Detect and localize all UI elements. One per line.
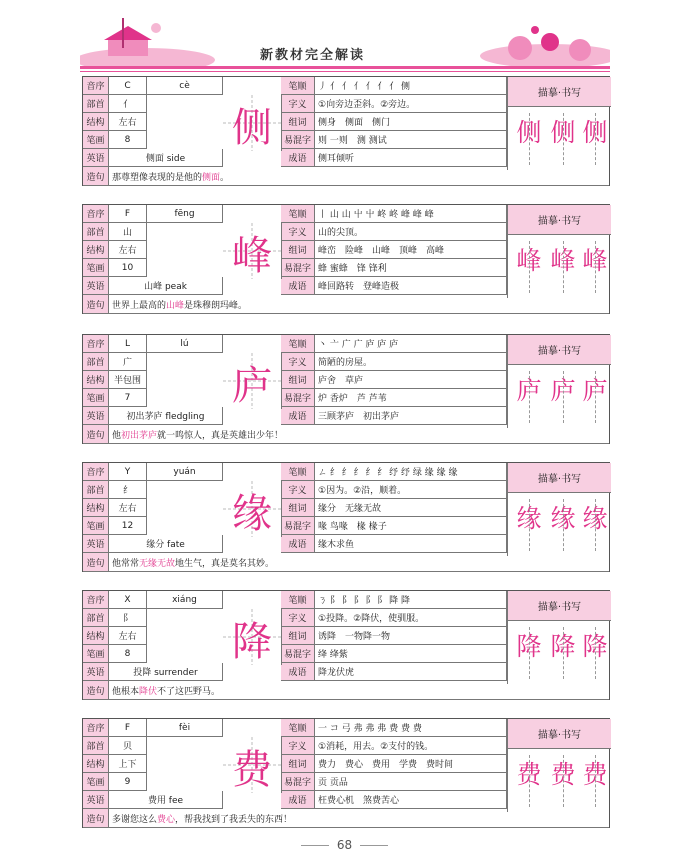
words-value: 费力 费心 费用 学费 费时间 (315, 755, 507, 773)
label-ziyi: 字义 (281, 223, 315, 241)
practice-char: 降 (516, 632, 542, 661)
big-character: 降 (232, 618, 272, 665)
strokes-value: 8 (109, 645, 147, 663)
pinyin-value: fēng (147, 205, 223, 223)
label-yinxu: 音序 (83, 77, 109, 95)
stroke-order-value: 丿 亻 亻 亻 亻 亻 亻 侧 (315, 77, 507, 95)
sentence-highlight: 侧面 (202, 172, 221, 183)
confusable-value: 贡 贡品 (315, 773, 507, 791)
label-yingyu: 英语 (83, 149, 109, 167)
letter-value: F (109, 719, 147, 737)
practice-guide-line (595, 499, 596, 551)
practice-guide-line (595, 241, 596, 293)
idiom-value: 峰回路转 登峰造极 (315, 277, 507, 295)
label-ziyi: 字义 (281, 353, 315, 371)
label-jiegou: 结构 (83, 755, 109, 773)
strokes-value: 12 (109, 517, 147, 535)
label-zuci: 组词 (281, 755, 315, 773)
label-yingyu: 英语 (83, 535, 109, 553)
label-bushou: 部首 (83, 481, 109, 499)
practice-char: 缘 (582, 504, 608, 533)
english-value: 缘分 fate (109, 535, 223, 553)
confusable-value: 则 一则 测 测试 (315, 131, 507, 149)
label-yicuozi: 易混字 (281, 259, 315, 277)
practice-guide-line (595, 113, 596, 165)
header-rule (80, 66, 610, 69)
big-character: 峰 (232, 232, 272, 279)
idiom-value: 枉费心机 煞费苦心 (315, 791, 507, 809)
label-zaoju: 造句 (83, 553, 109, 572)
words-value: 侧身 侧面 侧门 (315, 113, 507, 131)
big-character: 侧 (232, 104, 272, 151)
practice-header: 描摹·书写 (507, 335, 611, 365)
pinyin-value: fèi (147, 719, 223, 737)
label-yinxu: 音序 (83, 335, 109, 353)
label-yingyu: 英语 (83, 791, 109, 809)
sentence-text-end: 地生气，真是莫名其妙。 (175, 558, 275, 569)
words-value: 诱降 一物降一物 (315, 627, 507, 645)
practice-guide-line (563, 627, 564, 679)
label-bihua: 笔画 (83, 645, 109, 663)
label-yicuozi: 易混字 (281, 131, 315, 149)
sentence-text-end: 就一鸣惊人，真是英雄出少年！ (157, 430, 284, 441)
char-card (82, 334, 610, 444)
practice-guide-line (529, 627, 530, 679)
practice-area (507, 749, 611, 812)
letter-value: X (109, 591, 147, 609)
meaning-value: ①向旁边歪斜。②旁边。 (315, 95, 507, 113)
label-bishun: 笔顺 (281, 335, 315, 353)
practice-area (507, 621, 611, 684)
practice-header: 描摹·书写 (507, 205, 611, 235)
practice-guide-line (595, 627, 596, 679)
label-ziyi: 字义 (281, 481, 315, 499)
radical-value: 山 (109, 223, 147, 241)
practice-char: 峰 (516, 246, 542, 275)
confusable-value: 绛 绛紫 (315, 645, 507, 663)
practice-char: 降 (550, 632, 576, 661)
label-bihua: 笔画 (83, 259, 109, 277)
practice-char: 费 (582, 760, 608, 789)
big-character: 费 (232, 746, 272, 793)
label-zuci: 组词 (281, 241, 315, 259)
label-zaoju: 造句 (83, 425, 109, 444)
idiom-value: 缘木求鱼 (315, 535, 507, 553)
stroke-order-value: 一 コ 弓 弗 弗 弗 费 费 费 (315, 719, 507, 737)
label-bishun: 笔顺 (281, 719, 315, 737)
strokes-value: 7 (109, 389, 147, 407)
stroke-order-value: ㄥ 纟 纟 纟 纟 纟 纾 纾 绿 缘 缘 缘 (315, 463, 507, 481)
label-ziyi: 字义 (281, 609, 315, 627)
practice-header: 描摹·书写 (507, 77, 611, 107)
label-ziyi: 字义 (281, 737, 315, 755)
label-zuci: 组词 (281, 627, 315, 645)
practice-char: 侧 (550, 118, 576, 147)
label-zuci: 组词 (281, 499, 315, 517)
radical-value: 广 (109, 353, 147, 371)
label-bushou: 部首 (83, 223, 109, 241)
stroke-order-value: 丶 亠 广 广 庐 庐 庐 (315, 335, 507, 353)
label-ziyi: 字义 (281, 95, 315, 113)
label-bihua: 笔画 (83, 131, 109, 149)
label-zaoju: 造句 (83, 681, 109, 700)
label-yinxu: 音序 (83, 463, 109, 481)
label-yicuozi: 易混字 (281, 645, 315, 663)
practice-char: 庐 (582, 376, 608, 405)
structure-value: 左右 (109, 113, 147, 131)
label-yinxu: 音序 (83, 591, 109, 609)
radical-value: 贝 (109, 737, 147, 755)
structure-value: 上下 (109, 755, 147, 773)
practice-area (507, 365, 611, 428)
practice-guide-line (529, 755, 530, 807)
structure-value: 左右 (109, 627, 147, 645)
sentence-text: 他根本 (112, 686, 140, 697)
sentence-text-end: 不了这匹野马。 (157, 686, 221, 697)
sentence-highlight: 降伏 (139, 686, 158, 697)
label-zaoju: 造句 (83, 167, 109, 186)
label-zaoju: 造句 (83, 809, 109, 828)
label-yinxu: 音序 (83, 205, 109, 223)
practice-guide-line (563, 371, 564, 423)
practice-char: 侧 (582, 118, 608, 147)
practice-area (507, 235, 611, 298)
label-bushou: 部首 (83, 353, 109, 371)
label-bishun: 笔顺 (281, 463, 315, 481)
radical-value: 亻 (109, 95, 147, 113)
structure-value: 左右 (109, 241, 147, 259)
label-bishun: 笔顺 (281, 205, 315, 223)
char-card (82, 718, 610, 828)
practice-guide-line (563, 755, 564, 807)
words-value: 缘分 无缘无故 (315, 499, 507, 517)
letter-value: F (109, 205, 147, 223)
practice-guide-line (595, 371, 596, 423)
stroke-order-value: 丨 山 山 屮 屮 峂 峂 峰 峰 峰 (315, 205, 507, 223)
confusable-value: 蜂 蜜蜂 锋 锋利 (315, 259, 507, 277)
idiom-value: 侧耳倾听 (315, 149, 507, 167)
pinyin-value: cè (147, 77, 223, 95)
sentence-text-end: ，帮我找到了我丢失的东西！ (175, 814, 293, 825)
strokes-value: 10 (109, 259, 147, 277)
label-yicuozi: 易混字 (281, 517, 315, 535)
sentence-text-end: 是珠穆朗玛峰。 (184, 300, 248, 311)
structure-value: 左右 (109, 499, 147, 517)
meaning-value: ①因为。②沿，顺着。 (315, 481, 507, 499)
meaning-value: ①消耗，用去。②支付的钱。 (315, 737, 507, 755)
strokes-value: 8 (109, 131, 147, 149)
label-bishun: 笔顺 (281, 591, 315, 609)
english-value: 初出茅庐 fledgling (109, 407, 223, 425)
practice-area (507, 493, 611, 556)
sentence-text: 他常常 (112, 558, 140, 569)
label-zuci: 组词 (281, 371, 315, 389)
label-bihua: 笔画 (83, 517, 109, 535)
sentence-text: 那尊塑像表现的是他的 (112, 172, 203, 183)
confusable-value: 喙 鸟喙 椽 椽子 (315, 517, 507, 535)
english-value: 山峰 peak (109, 277, 223, 295)
label-jiegou: 结构 (83, 499, 109, 517)
letter-value: L (109, 335, 147, 353)
meaning-value: 山的尖顶。 (315, 223, 507, 241)
practice-char: 降 (582, 632, 608, 661)
practice-guide-line (563, 499, 564, 551)
practice-guide-line (529, 113, 530, 165)
label-chengyu: 成语 (281, 535, 315, 553)
label-yingyu: 英语 (83, 407, 109, 425)
header-title: 新教材完全解读 (260, 48, 366, 63)
label-chengyu: 成语 (281, 407, 315, 425)
sentence-text: 世界上最高的 (112, 300, 167, 311)
practice-guide-line (529, 499, 530, 551)
english-value: 投降 surrender (109, 663, 223, 681)
label-zaoju: 造句 (83, 295, 109, 314)
strokes-value: 9 (109, 773, 147, 791)
big-character: 庐 (232, 362, 272, 409)
sentence-highlight: 山峰 (166, 300, 185, 311)
char-card (82, 204, 610, 314)
meaning-value: ①投降。②降伏，使驯服。 (315, 609, 507, 627)
sentence-text: 他 (112, 430, 122, 441)
practice-char: 费 (516, 760, 542, 789)
label-yicuozi: 易混字 (281, 389, 315, 407)
label-jiegou: 结构 (83, 113, 109, 131)
label-yinxu: 音序 (83, 719, 109, 737)
practice-area (507, 107, 611, 170)
label-chengyu: 成语 (281, 149, 315, 167)
letter-value: Y (109, 463, 147, 481)
meaning-value: 简陋的房屋。 (315, 353, 507, 371)
char-card (82, 590, 610, 700)
sentence-text: 多谢您这么 (112, 814, 158, 825)
label-chengyu: 成语 (281, 663, 315, 681)
sentence-highlight: 初出茅庐 (121, 430, 158, 441)
label-zuci: 组词 (281, 113, 315, 131)
sentence-highlight: 无缘无故 (139, 558, 176, 569)
radical-value: 阝 (109, 609, 147, 627)
practice-char: 庐 (516, 376, 542, 405)
label-yingyu: 英语 (83, 663, 109, 681)
practice-guide-line (529, 241, 530, 293)
char-card (82, 76, 610, 186)
letter-value: C (109, 77, 147, 95)
practice-char: 费 (550, 760, 576, 789)
pinyin-value: yuán (147, 463, 223, 481)
page-number: 68 (0, 838, 689, 852)
label-yicuozi: 易混字 (281, 773, 315, 791)
practice-char: 缘 (550, 504, 576, 533)
practice-header: 描摹·书写 (507, 463, 611, 493)
label-bushou: 部首 (83, 737, 109, 755)
label-bishun: 笔顺 (281, 77, 315, 95)
practice-char: 缘 (516, 504, 542, 533)
practice-guide-line (595, 755, 596, 807)
label-jiegou: 结构 (83, 627, 109, 645)
english-value: 费用 fee (109, 791, 223, 809)
practice-header: 描摹·书写 (507, 591, 611, 621)
practice-char: 庐 (550, 376, 576, 405)
practice-char: 峰 (582, 246, 608, 275)
english-value: 侧面 side (109, 149, 223, 167)
practice-guide-line (529, 371, 530, 423)
practice-guide-line (563, 113, 564, 165)
label-chengyu: 成语 (281, 277, 315, 295)
pinyin-value: lú (147, 335, 223, 353)
radical-value: 纟 (109, 481, 147, 499)
label-jiegou: 结构 (83, 371, 109, 389)
stroke-order-value: ㄋ 阝 阝 阝 阝 阝 降 降 (315, 591, 507, 609)
words-value: 庐舍 草庐 (315, 371, 507, 389)
pinyin-value: xiáng (147, 591, 223, 609)
label-bushou: 部首 (83, 95, 109, 113)
label-bushou: 部首 (83, 609, 109, 627)
header-rule-thin (80, 71, 610, 72)
practice-char: 峰 (550, 246, 576, 275)
practice-char: 侧 (516, 118, 542, 147)
idiom-value: 三顾茅庐 初出茅庐 (315, 407, 507, 425)
char-card (82, 462, 610, 572)
big-character: 缘 (232, 490, 272, 537)
confusable-value: 炉 香炉 芦 芦苇 (315, 389, 507, 407)
idiom-value: 降龙伏虎 (315, 663, 507, 681)
sentence-text-end: 。 (220, 172, 230, 183)
label-chengyu: 成语 (281, 791, 315, 809)
label-bihua: 笔画 (83, 773, 109, 791)
practice-header: 描摹·书写 (507, 719, 611, 749)
sentence-highlight: 费心 (157, 814, 176, 825)
practice-guide-line (563, 241, 564, 293)
label-yingyu: 英语 (83, 277, 109, 295)
label-jiegou: 结构 (83, 241, 109, 259)
structure-value: 半包围 (109, 371, 147, 389)
label-bihua: 笔画 (83, 389, 109, 407)
words-value: 峰峦 险峰 山峰 顶峰 高峰 (315, 241, 507, 259)
